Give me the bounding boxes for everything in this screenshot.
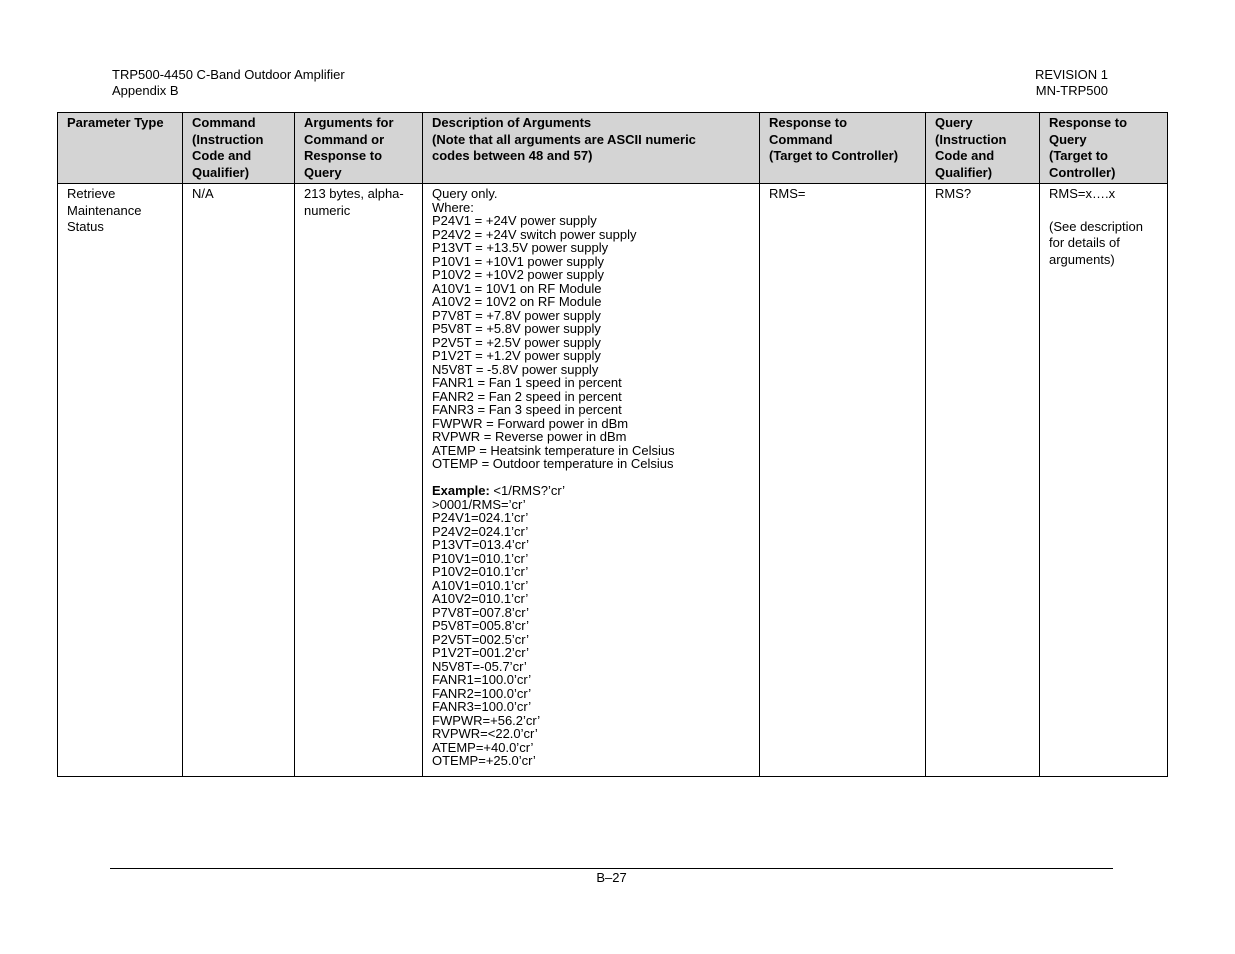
- description-line: FANR1=100.0’cr’: [432, 672, 532, 687]
- description-line: P2V5T = +2.5V power supply: [432, 334, 601, 350]
- description-line: ATEMP=+40.0’cr’: [432, 739, 534, 755]
- response-note: (See description for details of arguments): [1049, 218, 1143, 267]
- description-line: P13VT = +13.5V power supply: [432, 240, 609, 255]
- description-line: P5V8T = +5.8V power supply: [432, 321, 601, 336]
- example-label: Example:: [432, 483, 490, 498]
- description-line: P10V2=010.1’cr’: [432, 564, 529, 579]
- document-header-right: [1035, 67, 1108, 99]
- header-parameter-type: Parameter Type: [58, 113, 183, 184]
- description-line: P10V1=010.1’cr’: [432, 550, 529, 566]
- description-line: RVPWR=<22.0’cr’: [432, 726, 538, 741]
- description-line: OTEMP = Outdoor temperature in Celsius: [432, 456, 674, 471]
- example-query: <1/RMS?’cr’: [489, 483, 566, 498]
- description-line: N5V8T=-05.7’cr’: [432, 658, 527, 674]
- response-gap: [1049, 203, 1161, 219]
- header-response-to-query: Response to Query (Target to Controller): [1040, 113, 1168, 184]
- cell-response-to-query: [1040, 184, 1168, 777]
- response-to-query-value: RMS=x….x: [1049, 186, 1116, 201]
- header-description: Description of Arguments (Note that all arguments are ASCII numeric codes between 48 and 57): [423, 113, 760, 184]
- header-command: Command (Instruction Code and Qualifier): [183, 113, 295, 184]
- description-line: N5V8T = -5.8V power supply: [432, 361, 599, 377]
- cell-command: N/A: [183, 184, 295, 777]
- description-line: OTEMP=+25.0’cr’: [432, 753, 536, 768]
- description-line: P5V8T=005.8’cr’: [432, 618, 529, 633]
- document-header-left: [112, 67, 345, 99]
- description-line: FANR2=100.0’cr’: [432, 685, 532, 701]
- description-line: Query only.: [432, 186, 498, 201]
- description-line: P24V1=024.1’cr’: [432, 510, 529, 525]
- cell-arguments: 213 bytes, alpha- numeric: [295, 184, 423, 777]
- table-row: [58, 184, 1168, 777]
- example-lines: [432, 497, 753, 767]
- appendix-label: Appendix B: [112, 83, 179, 98]
- description-line: FWPWR=+56.2’cr’: [432, 712, 541, 728]
- description-line: A10V2=010.1’cr’: [432, 591, 529, 606]
- document-title: TRP500-4450 C-Band Outdoor Amplifier: [112, 67, 345, 82]
- description-lines: [432, 186, 753, 470]
- description-line: P24V2=024.1’cr’: [432, 523, 529, 539]
- description-line: P1V2T = +1.2V power supply: [432, 348, 601, 363]
- description-line: P2V5T=002.5’cr’: [432, 631, 529, 647]
- description-line: FANR2 = Fan 2 speed in percent: [432, 388, 622, 404]
- revision-label: REVISION 1: [1035, 67, 1108, 82]
- cell-description: [423, 184, 760, 777]
- document-number: MN-TRP500: [1035, 83, 1108, 98]
- header-response-to-command: Response to Command (Target to Controller): [760, 113, 926, 184]
- description-line: P7V8T=007.8’cr’: [432, 604, 529, 620]
- description-line: >0001/RMS=’cr’: [432, 496, 526, 512]
- description-line: P24V1 = +24V power supply: [432, 213, 597, 228]
- command-table: [57, 112, 1168, 777]
- header-query: Query (Instruction Code and Qualifier): [926, 113, 1040, 184]
- description-line: P13VT=013.4’cr’: [432, 537, 529, 552]
- description-line: P1V2T=001.2’cr’: [432, 645, 529, 660]
- description-line: ATEMP = Heatsink temperature in Celsius: [432, 442, 675, 458]
- description-line: A10V1 = 10V1 on RF Module: [432, 280, 602, 296]
- description-line: A10V2 = 10V2 on RF Module: [432, 294, 602, 309]
- description-gap: [432, 470, 753, 484]
- cell-response-to-command: RMS=: [760, 184, 926, 777]
- description-line: FANR3=100.0’cr’: [432, 699, 532, 714]
- description-line: Where:: [432, 199, 474, 215]
- footer-rule: [110, 868, 1113, 869]
- description-line: P10V2 = +10V2 power supply: [432, 267, 605, 282]
- description-line: A10V1=010.1’cr’: [432, 577, 529, 593]
- description-line: FANR3 = Fan 3 speed in percent: [432, 402, 622, 417]
- header-arguments: Arguments for Command or Response to Query: [295, 113, 423, 184]
- description-line: FANR1 = Fan 1 speed in percent: [432, 375, 622, 390]
- description-line: P24V2 = +24V switch power supply: [432, 226, 637, 242]
- description-line: P10V1 = +10V1 power supply: [432, 253, 605, 269]
- description-line: FWPWR = Forward power in dBm: [432, 415, 629, 431]
- example-query-line: [432, 483, 753, 497]
- page-number: B–27: [596, 870, 627, 885]
- description-line: P7V8T = +7.8V power supply: [432, 307, 601, 323]
- table-header-row: [58, 113, 1168, 184]
- cell-parameter-type: Retrieve Maintenance Status: [58, 184, 183, 777]
- cell-query: RMS?: [926, 184, 1040, 777]
- description-line: RVPWR = Reverse power in dBm: [432, 429, 627, 444]
